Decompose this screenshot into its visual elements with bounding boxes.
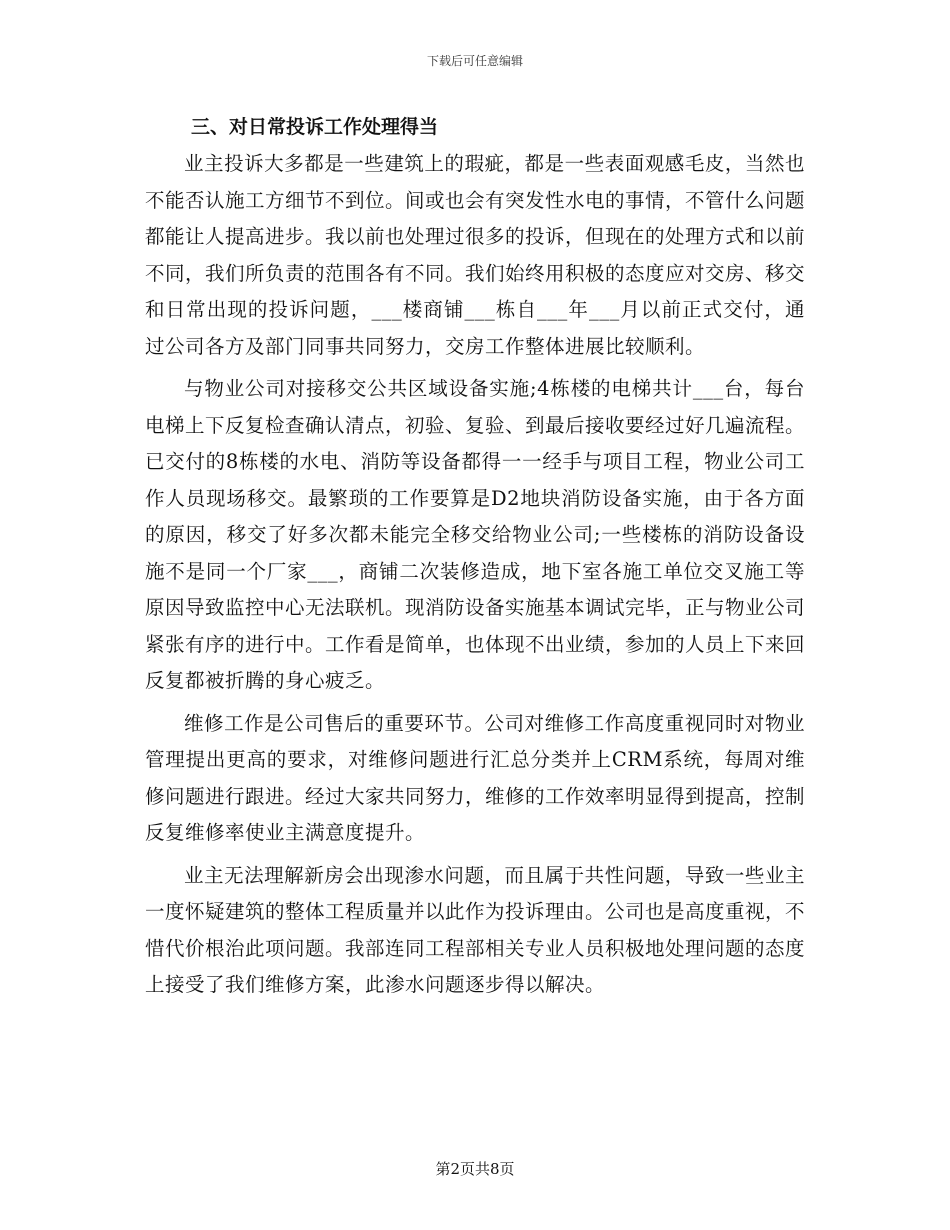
paragraph-complaints: 业主投诉大多都是一些建筑上的瑕疵，都是一些表面观感毛皮，当然也不能否认施工方细节不到位。间或也会有突发性水电的事情，不管什么问题都能让人提高进步。我以前也处理过很多的投诉，但现在的处理方式和以前不同，我们所负责的范围各有不同。我们始终用积极的态度应对交房、移交和日常出现的投诉问题，___楼商铺___栋自___年___月以前正式交付，通过公司各方及部门同事共同努力，交房工作整体进展比较顺利。: [145, 152, 806, 358]
section-heading: 三、对日常投诉工作处理得当: [191, 116, 439, 138]
page-header: 下载后可任意编辑: [426, 54, 523, 68]
paragraph-maintenance: 维修工作是公司售后的重要环节。公司对维修工作高度重视同时对物业管理提出更高的要求，对维修问题进行汇总分类并上CRM系统，每周对维修问题进行跟进。经过大家共同努力，维修的工作效率明显得到提高，控制反复维修率使业主满意度提升。: [145, 711, 806, 844]
document-body: [145, 110, 805, 1010]
paragraph-leakage: 业主无法理解新房会出现渗水问题，而且属于共性问题，导致一些业主一度怀疑建筑的整体工程质量并以此作为投诉理由。公司也是高度重视，不惜代价根治此项问题。我部连同工程部相关专业人员积极地处理问题的态度上接受了我们维修方案，此渗水问题逐步得以解决。: [145, 863, 806, 996]
page-number: 第2页共8页: [435, 1160, 515, 1178]
paragraph-equipment-handover: 与物业公司对接移交公共区域设备实施;4栋楼的电梯共计___台，每台电梯上下反复检查确认清点，初验、复验、到最后接收要经过好几遍流程。已交付的8栋楼的水电、消防等设备都得一一经手与项目工程，物业公司工作人员现场移交。最繁琐的工作要算是D2地块消防设备实施，由于各方面的原因，移交了好多次都未能完全移交给物业公司;一些楼栋的消防设备设施不是同一个厂家___，商铺二次装修造成，地下室各施工单位交叉施工等原因导致监控中心无法联机。现消防设备实施基本调试完毕，正与物业公司紧张有序的进行中。工作看是简单，也体现不出业绩，参加的人员上下来回反复都被折腾的身心疲乏。: [145, 377, 806, 692]
